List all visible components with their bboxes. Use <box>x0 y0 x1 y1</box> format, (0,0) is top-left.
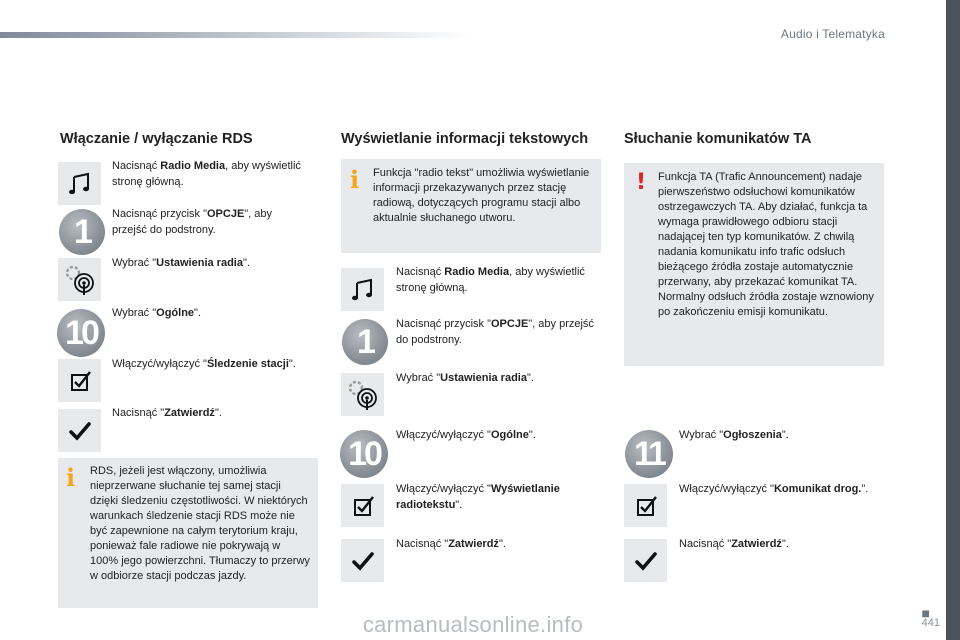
watermark: carmanualsonline.info <box>362 612 584 637</box>
header-bar <box>0 32 470 38</box>
info-text: RDS, jeżeli jest włączony, umożliwia nieprzerwane słuchanie tej samej stacji dzięki śledzeniu częstotliwości. W niektórych warunkach śledzenie stacji RDS może nie być zapewnione na całym terytorium kraju, ponieważ fale radiowe nie pokrywają w 100% jego powierzchni. Tłumaczy to przerwy w odbiorze stacji podczas jazdy. <box>90 465 310 582</box>
info-icon: i <box>66 463 76 492</box>
toggle-checkbox-icon <box>341 484 384 527</box>
col3-step2-text: Włączyć/wyłączyć "Komunikat drog.". <box>679 483 869 495</box>
music-note-icon <box>58 162 101 205</box>
col2-step1-text: Nacisnąć Radio Media, aby wyświetlić stronę główną. <box>396 266 585 294</box>
col2-step5-text: Włączyć/wyłączyć "Wyświetlanie radiotekstu". <box>396 483 560 511</box>
step-badge-1: 1 <box>59 209 105 255</box>
toggle-checkbox-icon <box>58 359 101 402</box>
col2-step2-text: Nacisnąć przycisk "OPCJE", aby przejść do podstrony. <box>396 318 594 346</box>
radio-settings-icon <box>58 258 101 301</box>
col1-step5-text: Włączyć/wyłączyć "Śledzenie stacji". <box>112 358 296 370</box>
col3-info-box <box>624 163 884 366</box>
col2-title: Wyświetlanie informacji tekstowych <box>341 131 589 147</box>
col1-step1-text: Nacisnąć Radio Media, aby wyświetlić stronę główną. <box>112 160 301 188</box>
checkmark-icon <box>58 409 101 452</box>
page-marker: ■ <box>921 605 930 621</box>
warning-text: Funkcja TA (Trafic Announcement) nadaje pierwszeństwo odsłuchowi komunikatów ostrzegawczych TA. Aby działać, funkcja ta wymaga prawidłowego odbioru stacji nadającej ten typ komunikatów. Z chwilą nadania komunikatu info trafic odsłuch bieżącego źródła zostaje automatycznie przerwany, aby przekazać komunikat TA. Normalny odsłuch źródła zostaje wznowiony po zakończeniu emisji komunikatu. <box>658 171 874 318</box>
col3-step1-text: Wybrać "Ogłoszenia". <box>679 429 789 441</box>
checkmark-icon <box>624 539 667 582</box>
col1-info-box <box>58 458 318 608</box>
step-badge-10: 10 <box>340 430 388 478</box>
col2-info-box <box>341 159 601 253</box>
checkmark-icon <box>341 539 384 582</box>
page-edge-bar <box>946 0 960 640</box>
step-badge-1: 1 <box>342 319 388 365</box>
col3-step3-text: Nacisnąć "Zatwierdź". <box>679 538 789 550</box>
step-badge-10: 10 <box>57 309 105 357</box>
col2-step6-text: Nacisnąć "Zatwierdź". <box>396 538 506 550</box>
warning-icon: ! <box>636 170 647 195</box>
col1-step3-text: Wybrać "Ustawienia radia". <box>112 257 250 269</box>
info-icon: i <box>350 165 360 194</box>
col1-step6-text: Nacisnąć "Zatwierdź". <box>112 407 222 419</box>
toggle-checkbox-icon <box>624 484 667 527</box>
info-text: Funkcja "radio tekst" umożliwia wyświetlanie informacji przekazywanych przez stację radiową, dotyczących programu stacji albo aktualnie słuchanego utworu. <box>373 167 590 224</box>
col1-step4-text: Wybrać "Ogólne". <box>112 307 202 319</box>
col2-step3-text: Wybrać "Ustawienia radia". <box>396 372 534 384</box>
col3-title: Słuchanie komunikatów TA <box>624 131 812 147</box>
music-note-icon <box>341 268 384 311</box>
col1-step2-text: Nacisnąć przycisk "OPCJE", aby przejść do podstrony. <box>112 208 273 236</box>
radio-settings-icon <box>341 373 384 416</box>
col1-title: Włączanie / wyłączanie RDS <box>60 131 253 147</box>
col2-step4-text: Włączyć/wyłączyć "Ogólne". <box>396 429 536 441</box>
section-title: Audio i Telematyka <box>780 27 885 41</box>
page-number: 441 <box>921 617 940 629</box>
step-badge-11: 11 <box>625 430 673 478</box>
